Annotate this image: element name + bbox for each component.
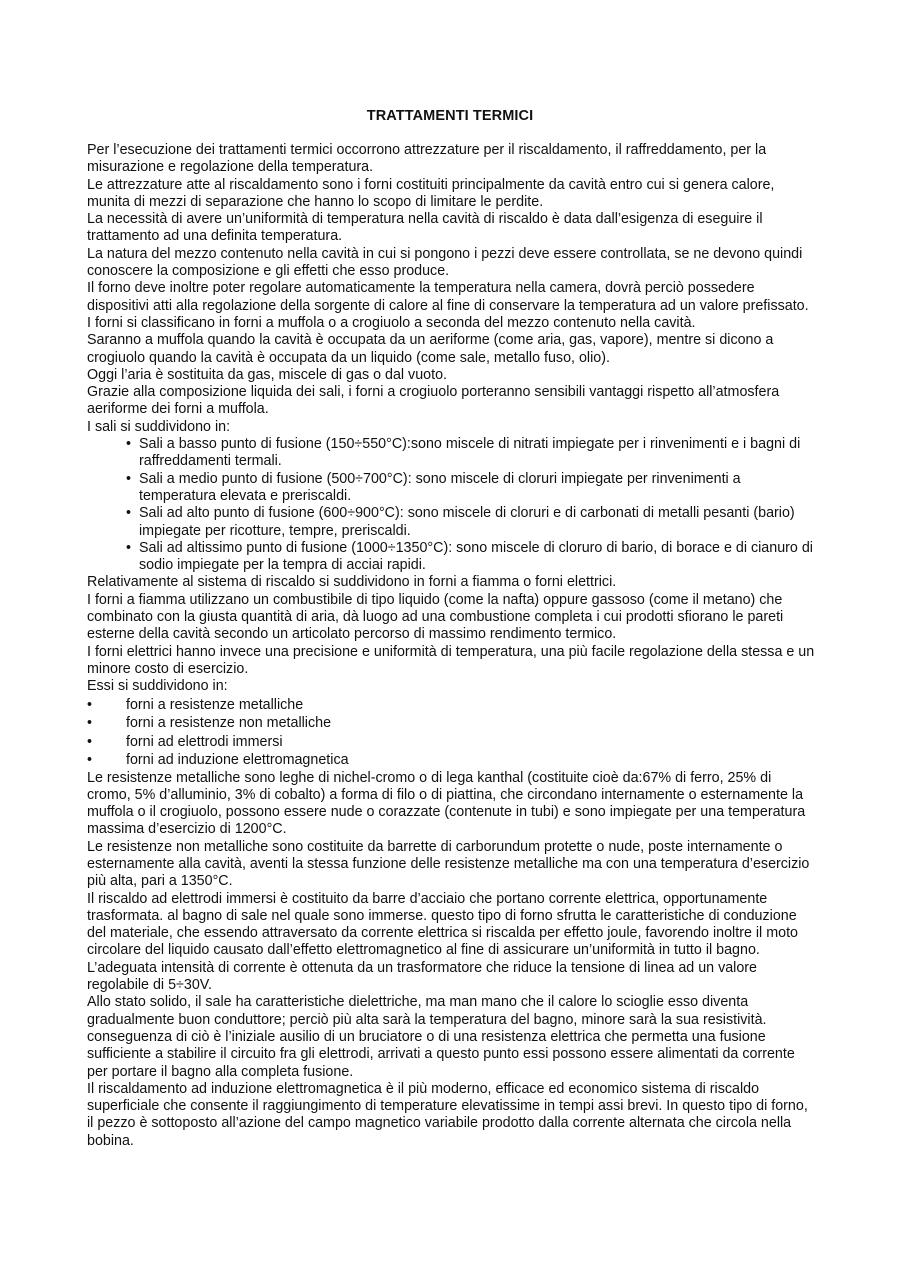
- paragraph: La natura del mezzo contenuto nella cavità in cui si pongono i pezzi deve essere controllata, se ne devono quindi conoscere la composizione e gli effetti che esso produce.: [87, 245, 803, 280]
- bullet-icon: •: [126, 470, 132, 487]
- list-item: [87, 471, 815, 506]
- paragraph: Il forno deve inoltre poter regolare automaticamente la temperatura nella camera, dovrà perciò possedere dispositivi atti alla regolazione della sorgente di calore al fine di conservare la temperatura ad un valore prefissato.: [87, 280, 809, 314]
- paragraph: Relativamente al sistema di riscaldo si suddividono in forni a fiamma o forni elettrici.: [87, 574, 617, 591]
- salt-types-list: [87, 436, 815, 574]
- paragraph: Le resistenze metalliche sono leghe di nichel-cromo o di lega kanthal (costituite cioè da:67% di ferro, 25% di cromo, 5% d’alluminio, 3% di cobalto) a forma di filo o di piattina, che circondano internamente o esternamente la muffola o il crogiuolo, possono essere nude o corazzate (contenute in tubi) e sono impiegate per una temperatura massima d’esercizio di 1200°C.: [87, 769, 806, 838]
- list-item-text: Sali a medio punto di fusione (500÷700°C): sono miscele di cloruri impiegate per rinvenimenti a temperatura elevata e preriscaldi.: [139, 470, 741, 504]
- paragraph: I sali si suddividono in:: [87, 418, 231, 435]
- bullet-icon: •: [126, 436, 132, 453]
- paragraph: I forni a fiamma utilizzano un combustibile di tipo liquido (come la nafta) oppure gassoso (come il metano) che combinato con la giusta quantità di aria, dà luogo ad una combustione completa i cui prodotti sfiorano le pareti esterne della cavità secondo un articolato percorso di massimo rendimento termico.: [87, 591, 784, 643]
- bullet-icon: •: [87, 715, 93, 731]
- paragraph: La necessità di avere un’uniformità di temperatura nella cavità di riscaldo è data dall’esigenza di eseguire il trattamento ad una definita temperatura.: [87, 211, 763, 245]
- paragraph: Essi si suddividono in:: [87, 678, 228, 695]
- paragraph: Le resistenze non metalliche sono costituite da barrette di carborundum protette o nude, poste internamente o esternamente alla cavità, aventi la stessa funzione delle resistenze metalliche ma con una temperatura d’esercizio più alta, pari a 1350°C.: [87, 838, 810, 890]
- bullet-icon: •: [126, 505, 132, 522]
- document-body: [87, 142, 815, 1150]
- list-item: [87, 733, 815, 752]
- list-item: [87, 751, 815, 770]
- list-item-text: forni a resistenze metalliche: [126, 696, 304, 713]
- paragraph: Oggi l’aria è sostituita da gas, miscele di gas o dal vuoto.: [87, 366, 447, 383]
- list-item-text: Sali ad alto punto di fusione (600÷900°C): sono miscele di cloruri e di carbonati di metalli pesanti (bario) impiegate per ricotture, tempre, preriscaldi.: [139, 505, 795, 539]
- list-item-text: forni a resistenze non metalliche: [126, 715, 332, 731]
- paragraph: Per l’esecuzione dei trattamenti termici occorrono attrezzature per il riscaldamento, il raffreddamento, per la misurazione e regolazione della temperatura.: [87, 142, 767, 176]
- page-title: TRATTAMENTI TERMICI: [366, 108, 534, 124]
- paragraph: Il riscaldamento ad induzione elettromagnetica è il più moderno, efficace ed economico sistema di riscaldo superficiale che consente il raggiungimento di temperature elevatissime in tempi assi brevi. In questo tipo di forno, il pezzo è sottoposto all’azione del campo magnetico variabile prodotto dalla corrente alternata che circola nella bobina.: [87, 1080, 808, 1149]
- paragraph: Saranno a muffola quando la cavità è occupata da un aeriforme (come aria, gas, vapore), mentre si dicono a crogiuolo quando la cavità è occupata da un liquido (come sale, metallo fuso, olio).: [87, 332, 774, 366]
- paragraph: Le attrezzature atte al riscaldamento sono i forni costituiti principalmente da cavità entro cui si genera calore, munita di mezzi di separazione che hanno lo scopo di limitare le perdite.: [87, 176, 775, 210]
- furnace-types-list: [87, 696, 815, 770]
- list-item-text: Sali ad altissimo punto di fusione (1000÷1350°C): sono miscele di cloruro di bario, di borace e di cianuro di sodio impiegate per la tempra di acciai rapidi.: [139, 539, 813, 574]
- list-item-text: forni ad induzione elettromagnetica: [126, 752, 349, 768]
- paragraph: I forni si classificano in forni a muffola o a crogiuolo a seconda del mezzo contenuto nella cavità.: [87, 314, 696, 331]
- list-item-text: forni ad elettrodi immersi: [126, 733, 283, 750]
- bullet-icon: •: [87, 733, 93, 750]
- paragraph: Il riscaldo ad elettrodi immersi è costituito da barre d’acciaio che portano corrente elettrica, opportunamente trasformata. al bagno di sale nel quale sono immerse. questo tipo di forno sfrutta le caratteristiche di conduzione del materiale, che essendo attraversato da corrente elettrica si riscalda per effetto joule, favorendo inoltre il moto circolare del liquido causato dall’effetto elettromagnetico al fine di assicurare un’uniformità in tutto il bagno. L’adeguata intensità di corrente è ottenuta da un trasformatore che riduce la tensione di linea ad un valore regolabile di 5÷30V.: [87, 890, 798, 994]
- paragraph: Allo stato solido, il sale ha caratteristiche dielettriche, ma man mano che il calore lo scioglie esso diventa gradualmente buon conduttore; perciò più alta sarà la temperatura del bagno, minore sarà la sua resistività. conseguenza di ciò è l’iniziale ausilio di un bruciatore o di una resistenza elettrica che permetta una fusione sufficiente a stabilire il circuito fra gli elettrodi, arrivati a questo punto essi possono essere alimentati da corrente per portare il bagno alla completa fusione.: [87, 994, 795, 1080]
- list-item: [87, 714, 815, 733]
- paragraph: Grazie alla composizione liquida dei sali, i forni a crogiuolo porteranno sensibili vantaggi rispetto all’atmosfera aeriforme dei forni a muffola.: [87, 384, 780, 418]
- paragraph: I forni elettrici hanno invece una precisione e uniformità di temperatura, una più facile regolazione della stessa e un minore costo di esercizio.: [87, 643, 815, 677]
- list-item-text: Sali a basso punto di fusione (150÷550°C):sono miscele di nitrati impiegate per i rinvenimenti e i bagni di raffreddamenti termali.: [139, 436, 801, 470]
- list-item: [87, 540, 815, 575]
- list-item: [87, 696, 815, 715]
- bullet-icon: •: [126, 539, 132, 556]
- bullet-icon: •: [87, 696, 93, 713]
- list-item: [87, 436, 815, 471]
- bullet-icon: •: [87, 752, 93, 768]
- list-item: [87, 505, 815, 540]
